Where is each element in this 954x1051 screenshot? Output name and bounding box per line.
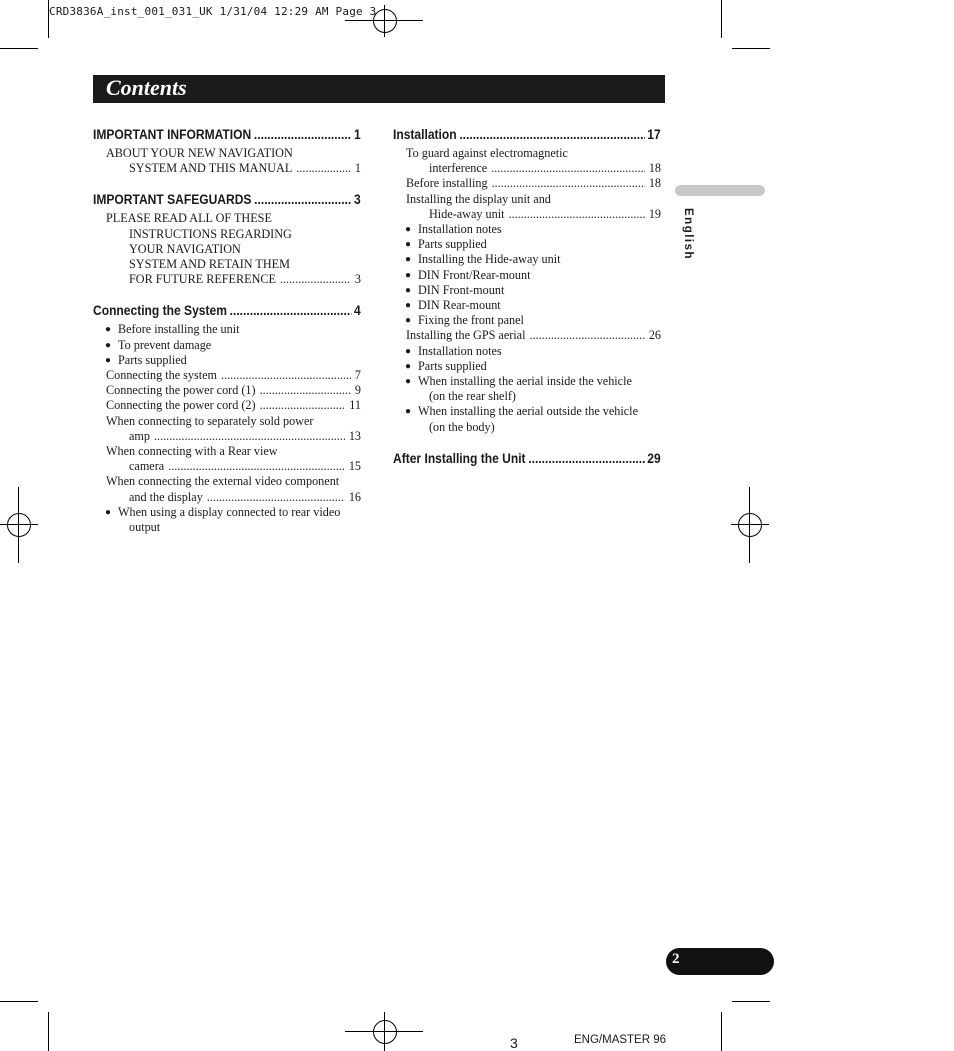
toc-entry	[93, 444, 361, 459]
toc-entry-text: (on the body)	[429, 419, 495, 434]
toc-bullet-item	[393, 420, 661, 435]
section-gap	[393, 435, 661, 451]
crop-mark	[0, 1001, 38, 1002]
toc-page-number: 19	[648, 206, 661, 221]
toc-entry-text: Before installing	[406, 176, 488, 191]
toc-bullet-item	[393, 283, 661, 298]
leader-dots	[491, 161, 645, 176]
toc-entry[interactable]	[93, 383, 361, 398]
toc-entry-text: (on the rear shelf)	[429, 389, 516, 404]
toc-entry	[93, 474, 361, 489]
crop-mark	[721, 0, 722, 38]
leader-dots	[154, 429, 345, 444]
toc-page-number: 1	[354, 127, 361, 142]
leader-dots	[254, 192, 351, 208]
toc-entry[interactable]	[93, 161, 361, 176]
toc-section-heading[interactable]	[393, 127, 661, 143]
toc-entry-text: SYSTEM AND THIS MANUAL	[129, 161, 293, 176]
crop-mark	[721, 1012, 722, 1051]
toc-entry-text: INSTRUCTIONS REGARDING	[129, 226, 292, 241]
section-number-tab	[666, 948, 774, 975]
leader-dots	[221, 368, 351, 383]
toc-entry-text: Connecting the power cord (1)	[106, 383, 256, 398]
toc-section-heading[interactable]	[393, 451, 661, 467]
leader-dots	[280, 272, 351, 287]
toc-page-number: 29	[647, 450, 661, 466]
print-job-header: CRD3836A_inst_001_031_UK 1/31/04 12:29 AM Page 3	[49, 5, 377, 18]
toc-entry[interactable]	[393, 207, 661, 222]
toc-heading-text: IMPORTANT SAFEGUARDS	[93, 192, 252, 208]
toc-entry[interactable]	[93, 368, 361, 383]
toc-bullet-item	[93, 338, 361, 353]
leader-dots	[529, 328, 644, 343]
toc-entry-text: ● Installing the Hide-away unit	[418, 252, 561, 267]
toc-bullet-item	[393, 268, 661, 283]
toc-entry	[393, 192, 661, 207]
toc-entry	[93, 257, 361, 272]
toc-section-heading[interactable]	[93, 303, 361, 319]
section-gap	[93, 287, 361, 303]
crop-mark	[732, 1001, 770, 1002]
toc-entry[interactable]	[393, 328, 661, 343]
toc-page-number: 18	[648, 176, 661, 191]
toc-entry[interactable]	[93, 429, 361, 444]
toc-entry-text: ● To prevent damage	[118, 337, 212, 352]
crop-mark	[0, 48, 38, 49]
leader-dots	[207, 490, 345, 505]
toc-heading-text: Connecting the System	[93, 303, 227, 319]
toc-entry-text: To guard against electromagnetic	[406, 146, 568, 160]
toc-heading-text: After Installing the Unit	[393, 450, 526, 466]
toc-page-number: 1	[354, 161, 361, 176]
toc-page-number: 17	[647, 127, 661, 142]
toc-page-number: 18	[648, 161, 661, 176]
toc-page-number: 3	[354, 192, 361, 208]
toc-entry-text: ● Before installing the unit	[118, 322, 240, 337]
toc-bullet-item	[393, 222, 661, 237]
toc-bullet-item	[93, 520, 361, 535]
registration-circle	[373, 1020, 397, 1044]
language-label: English	[682, 208, 694, 261]
leader-dots	[296, 161, 351, 176]
leader-dots	[508, 207, 644, 222]
toc-entry[interactable]	[393, 161, 661, 176]
section-number: 2	[672, 951, 680, 967]
toc-entry-text: interference	[429, 161, 488, 176]
toc-heading-text: IMPORTANT INFORMATION	[93, 127, 252, 142]
toc-entry-text: YOUR NAVIGATION	[129, 241, 241, 256]
toc-entry[interactable]	[93, 490, 361, 505]
toc-entry	[93, 414, 361, 429]
toc-bullet-item	[393, 359, 661, 374]
toc-page-number: 13	[348, 428, 361, 443]
section-gap	[93, 176, 361, 192]
toc-bullet-item	[393, 298, 661, 313]
toc-entry-text: ● Installation notes	[418, 343, 502, 358]
title-bar	[93, 75, 665, 103]
toc-entry-text: Installing the display unit and	[406, 191, 551, 206]
language-tab	[675, 185, 765, 196]
toc-entry-text: Hide-away unit	[429, 206, 505, 221]
toc-heading-text: Installation	[393, 127, 457, 142]
toc-entry-text: FOR FUTURE REFERENCE	[129, 272, 276, 287]
toc-entry-text: ● DIN Front/Rear-mount	[418, 267, 531, 282]
toc-bullet-item	[393, 404, 661, 419]
toc-entry[interactable]	[393, 176, 661, 191]
toc-entry-text: output	[129, 520, 161, 535]
registration-circle	[7, 513, 31, 537]
toc-entry-text: ● DIN Front-mount	[418, 282, 505, 297]
toc-entry[interactable]	[93, 398, 361, 413]
footer-code: ENG/MASTER 96	[574, 1034, 667, 1046]
toc-page-number: 16	[348, 489, 361, 504]
toc-entry	[93, 227, 361, 242]
toc-right-column	[393, 127, 661, 470]
toc-entry[interactable]	[93, 272, 361, 287]
toc-entry-text: ● When installing the aerial inside the vehicle	[418, 374, 632, 389]
toc-bullet-item	[93, 505, 361, 520]
toc-entry-text: ABOUT YOUR NEW NAVIGATION	[106, 146, 293, 160]
toc-bullet-item	[393, 374, 661, 389]
leader-dots	[168, 459, 345, 474]
leader-dots	[528, 451, 644, 467]
leader-dots	[230, 303, 352, 319]
toc-entry-text: ● Parts supplied	[118, 352, 187, 367]
toc-entry-text: Connecting the system	[106, 368, 218, 383]
page-number: 3	[510, 1035, 518, 1051]
toc-entry[interactable]	[93, 459, 361, 474]
toc-entry	[93, 146, 361, 161]
leader-dots	[254, 127, 351, 143]
toc-bullet-item	[393, 237, 661, 252]
toc-entry-text: camera	[129, 459, 165, 474]
toc-page-number: 9	[354, 383, 361, 398]
toc-bullet-item	[393, 389, 661, 404]
toc-bullet-item	[393, 313, 661, 328]
toc-page-number: 3	[354, 272, 361, 287]
toc-entry-text: ● Parts supplied	[418, 237, 487, 252]
toc-entry-text: PLEASE READ ALL OF THESE	[106, 211, 272, 226]
toc-bullet-item	[93, 322, 361, 337]
registration-circle	[738, 513, 762, 537]
leader-dots	[492, 176, 645, 191]
crop-mark	[48, 1012, 49, 1051]
toc-entry-text: When connecting the external video component	[106, 474, 340, 489]
toc-entry-text: Connecting the power cord (2)	[106, 398, 256, 413]
toc-page-number: 7	[354, 368, 361, 383]
toc-bullet-item	[393, 252, 661, 267]
toc-page-number: 4	[354, 303, 361, 319]
toc-entry-text: ● Fixing the front panel	[418, 313, 524, 328]
page-title: Contents	[106, 75, 187, 100]
registration-circle	[373, 9, 397, 33]
toc-entry-text: When connecting to separately sold power	[106, 413, 314, 428]
toc-entry-text: amp	[129, 428, 150, 443]
toc-page-number: 15	[348, 459, 361, 474]
toc-entry	[393, 146, 661, 161]
toc-entry-text: ● When using a display connected to rear video	[118, 504, 341, 519]
toc-section-heading[interactable]	[93, 127, 361, 143]
toc-entry-text: SYSTEM AND RETAIN THEM	[129, 257, 290, 272]
toc-bullet-item	[393, 344, 661, 359]
toc-entry-text: When connecting with a Rear view	[106, 444, 278, 459]
toc-entry-text: and the display	[129, 489, 203, 504]
toc-entry-text: ● Parts supplied	[418, 358, 487, 373]
toc-page-number: 11	[349, 398, 361, 413]
leader-dots	[260, 383, 351, 398]
leader-dots	[459, 127, 644, 143]
leader-dots	[260, 398, 346, 413]
toc-entry	[93, 242, 361, 257]
toc-bullet-item	[93, 353, 361, 368]
toc-left-column	[93, 127, 361, 535]
toc-entry	[93, 211, 361, 226]
toc-entry-text: ● Installation notes	[418, 222, 502, 237]
toc-section-heading[interactable]	[93, 192, 361, 208]
crop-mark	[732, 48, 770, 49]
toc-entry-text: Installing the GPS aerial	[406, 328, 526, 343]
toc-page-number: 26	[648, 328, 661, 343]
toc-entry-text: ● DIN Rear-mount	[418, 298, 501, 313]
toc-entry-text: ● When installing the aerial outside the vehicle	[418, 404, 638, 419]
